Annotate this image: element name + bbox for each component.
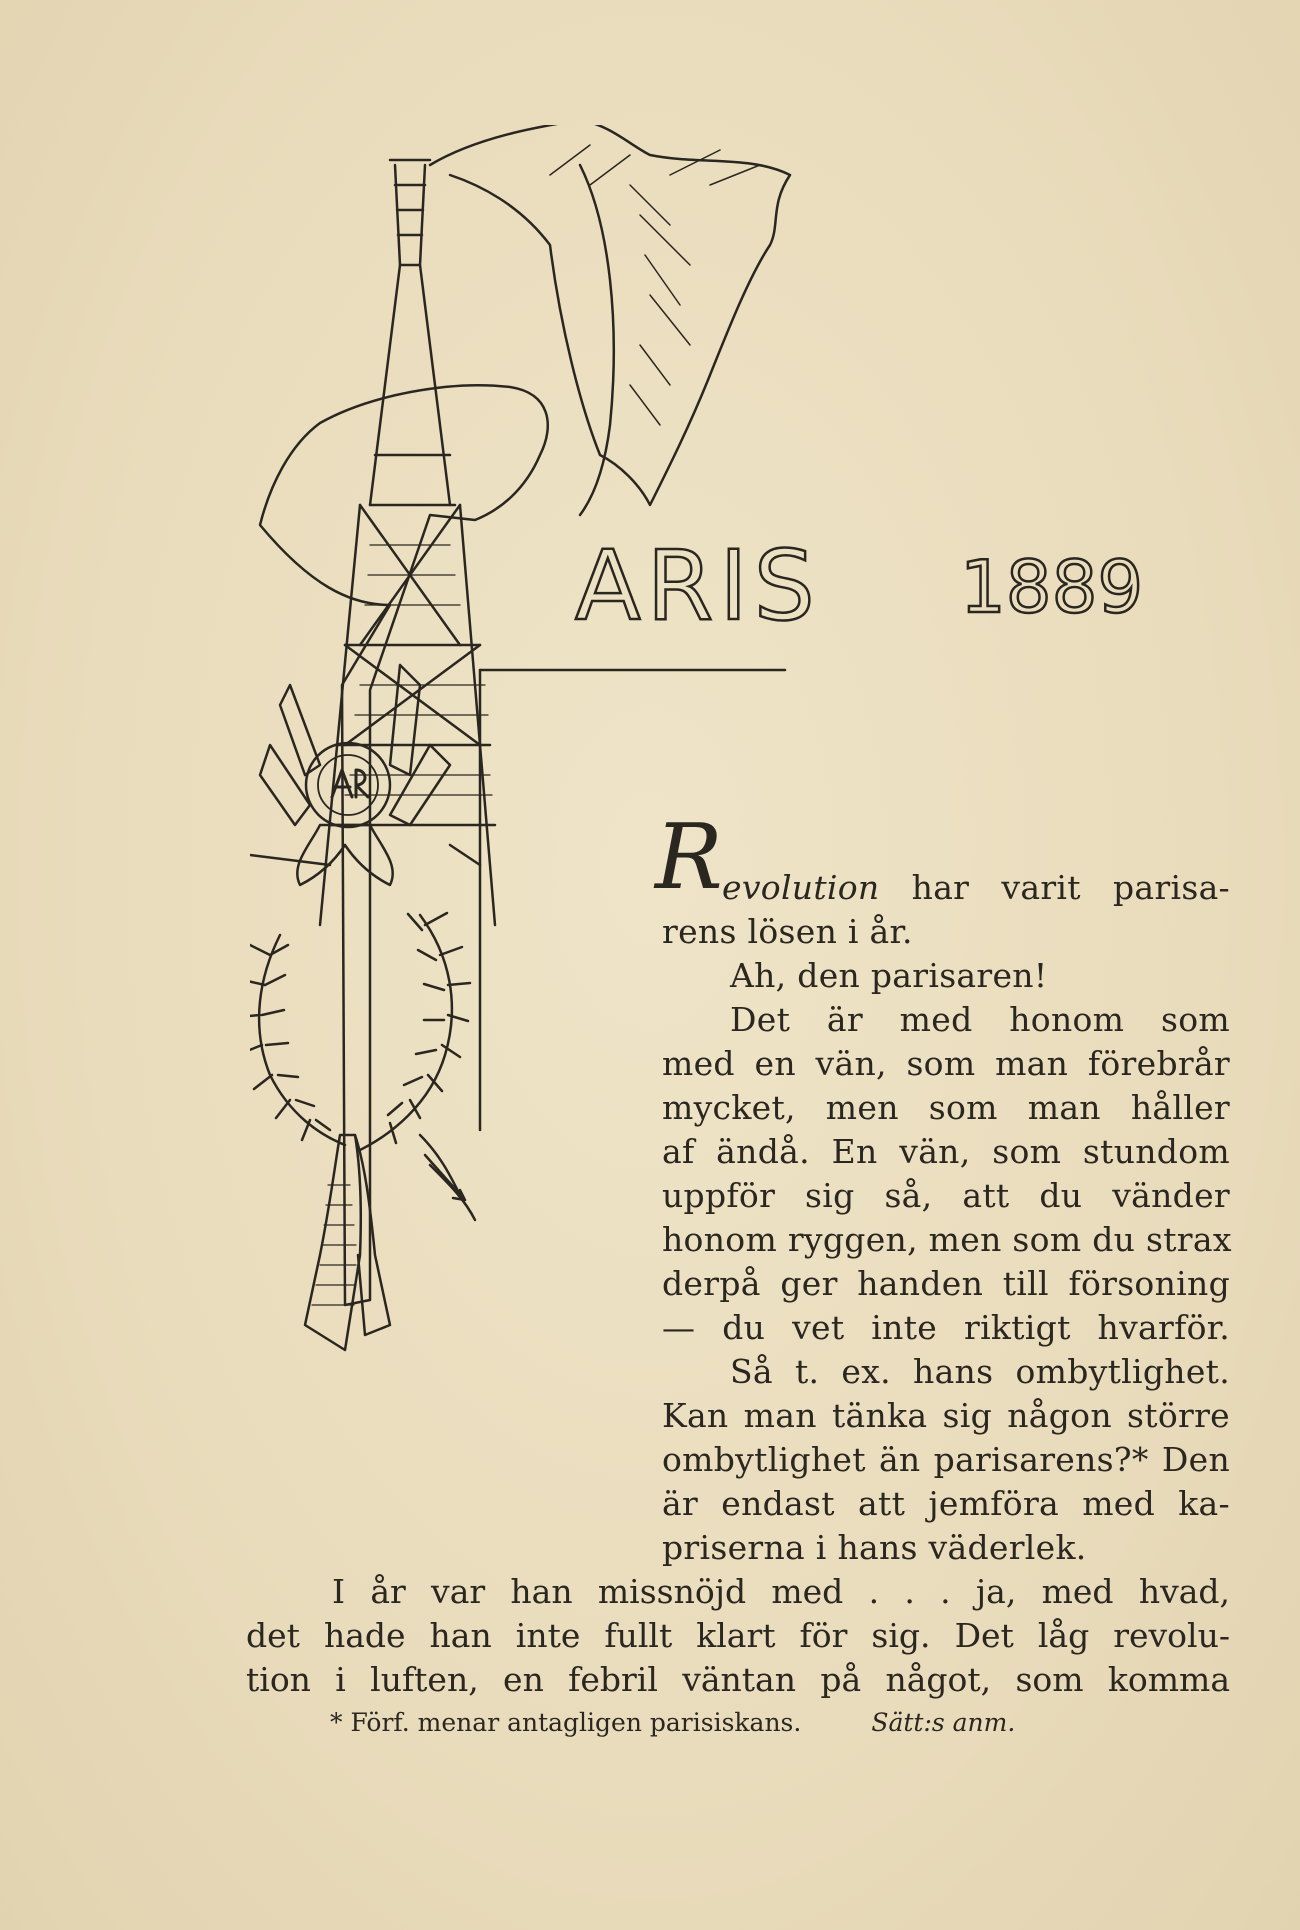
text-line-2: rens lösen i år.: [662, 912, 913, 951]
text-line-5: med en vän, som man förebrår: [662, 1044, 1230, 1083]
footnote-text: * Förf. menar antagligen parisiskans.: [330, 1708, 802, 1737]
text-line-10: derpå ger handen till försoning: [662, 1264, 1230, 1303]
text-line-13: Kan man tänka sig någon större: [662, 1396, 1230, 1435]
title-year: 1889: [960, 545, 1144, 629]
text-line-16: priserna i hans väderlek.: [662, 1528, 1087, 1567]
footnote: [330, 1708, 1015, 1737]
full-line-3: tion i luften, en febril väntan på något, som komma: [246, 1660, 1230, 1699]
full-line-1: I år var han missnöjd med . . . ja, med hvad,: [332, 1572, 1230, 1611]
text-line-14: ombytlighet än parisarens?* Den: [662, 1440, 1230, 1479]
first-word: evolution: [722, 868, 880, 907]
title-letters: ARIS: [575, 530, 821, 642]
text-line-11: — du vet inte riktigt hvarför.: [662, 1308, 1230, 1347]
text-line-1: [662, 866, 1230, 910]
text-line-8: uppför sig så, att du vänder: [662, 1176, 1230, 1215]
text-line-4: Det är med honom som: [730, 1000, 1230, 1039]
text-line-15: är endast att jemföra med ka-: [662, 1484, 1230, 1523]
text-line-1-rest: har varit parisa-: [879, 868, 1230, 907]
text-line-6: mycket, men som man håller: [662, 1088, 1230, 1127]
full-line-2: det hade han inte fullt klart för sig. Det låg revolu-: [246, 1616, 1230, 1655]
text-line-12: Så t. ex. hans ombytlighet.: [730, 1352, 1230, 1391]
drop-cap: R: [655, 805, 723, 910]
text-line-7: af ändå. En vän, som stundom: [662, 1132, 1230, 1171]
text-line-9: honom ryggen, men som du strax: [662, 1220, 1232, 1259]
text-line-3: Ah, den parisaren!: [730, 956, 1048, 995]
footnote-sign: Sätt:s anm.: [871, 1708, 1016, 1737]
